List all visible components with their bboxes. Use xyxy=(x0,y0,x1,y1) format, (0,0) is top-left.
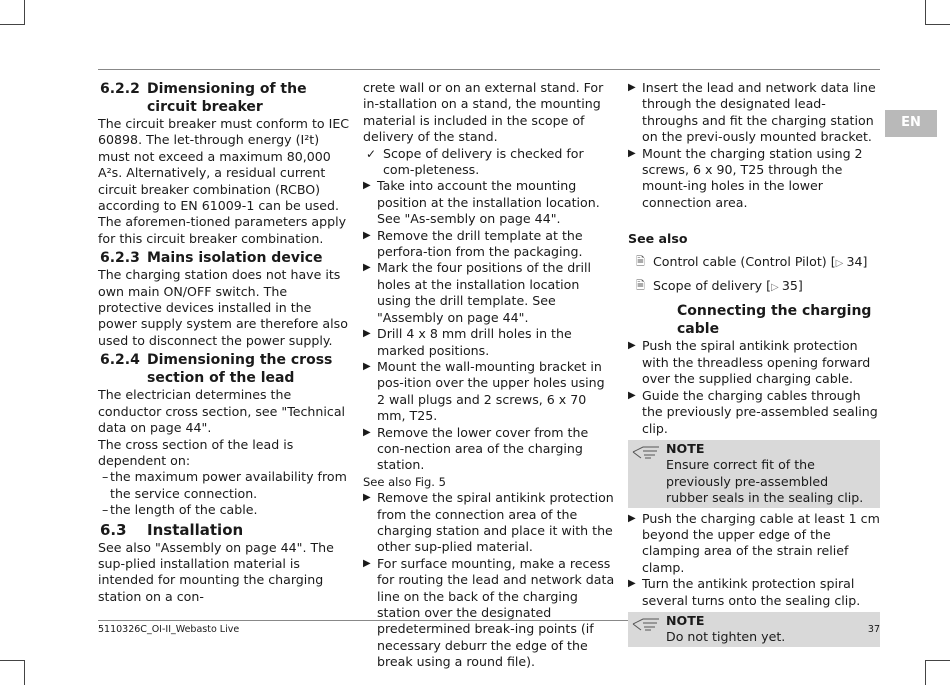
list-item xyxy=(628,388,880,437)
list-item-text: the maximum power availability from the service connection. xyxy=(110,469,347,501)
triangle-bullet-icon: ▶ xyxy=(363,229,371,241)
paragraph: The cross section of the lead is dependent on: xyxy=(98,436,294,468)
column-left xyxy=(98,80,353,605)
list-item xyxy=(628,576,880,609)
checkmark-icon: ✓ xyxy=(366,146,377,161)
column-middle xyxy=(363,80,615,671)
note-box xyxy=(628,440,880,508)
check-item xyxy=(363,146,615,179)
triangle-bullet-icon: ▶ xyxy=(628,512,636,524)
link-page: 34] xyxy=(846,253,868,269)
section-title: Installation xyxy=(147,520,244,539)
list-item-text: Remove the drill template at the perfora-tion from the packaging. xyxy=(377,227,583,260)
triangle-bullet-icon: ▶ xyxy=(363,426,371,438)
list-item xyxy=(363,228,615,261)
dash-marker: – xyxy=(102,469,109,485)
list-item-text: the length of the cable. xyxy=(110,502,258,518)
list-item-text: Insert the lead and network data line through the designated lead-throughs and fit the charging station on the previ-ously mounted bracket. xyxy=(642,80,876,145)
see-also-link-control-cable[interactable] xyxy=(628,254,880,272)
list-item-text: Remove the spiral antikink protection from the connection area of the charging station and place it with the other sup-plied material. xyxy=(377,490,614,555)
crop-mark-bottom-right xyxy=(925,660,950,685)
triangle-bullet-icon: ▶ xyxy=(628,340,636,352)
footer-page-number: 37 xyxy=(867,624,880,635)
section-number: 6.3 xyxy=(100,520,127,539)
list-item xyxy=(363,556,615,671)
link-text: Scope of delivery [ xyxy=(653,278,771,294)
list-item xyxy=(98,469,353,502)
list-item-text: Mount the charging station using 2 screws, 6 x 90, T25 through the mount-ing holes in the lower connection area. xyxy=(642,145,863,210)
heading-6-2-2 xyxy=(98,80,353,116)
link-text: Control cable (Control Pilot) [ xyxy=(653,253,836,269)
list-item xyxy=(363,490,615,556)
page-ref-arrow-icon: ▷ xyxy=(771,282,782,294)
see-also-figure: See also Fig. 5 xyxy=(363,474,446,489)
paragraph: The electrician determines the conductor cross section, see "Technical data on page 44". xyxy=(98,387,346,436)
list-item xyxy=(628,338,880,387)
note-text: Do not tighten yet. xyxy=(666,629,786,645)
triangle-bullet-icon: ▶ xyxy=(628,389,636,401)
list-item-text: Scope of delivery is checked for com-pleteness. xyxy=(383,145,584,178)
note-text: Ensure correct fit of the previously pre-assembled rubber seals in the sealing clip. xyxy=(666,457,864,506)
section-title: Dimensioning of the circuit breaker xyxy=(147,81,307,115)
list-item-text: Mark the four positions of the drill holes at the installation location using the drill template. See "Assembly on page 44". xyxy=(377,260,591,325)
list-item-text: Remove the lower cover from the con-nection area of the charging station. xyxy=(377,424,589,473)
see-also-link-scope-of-delivery[interactable] xyxy=(628,278,880,296)
list-item-text: Mount the wall-mounting bracket in pos-ition over the upper holes using 2 wall plugs and 2 screws, 6 x 70 mm, T25. xyxy=(377,358,605,424)
list-item-text: For surface mounting, make a recess for routing the lead and network data line on the back of the charging station over the designated predetermined break-ing points (if necessary deburr the edge of the break using a round file). xyxy=(377,555,615,670)
list-item xyxy=(363,425,615,474)
section-number: 6.2.3 xyxy=(100,250,140,267)
paragraph: See also "Assembly on page 44". The sup-plied installation material is intended for mounting the charging station on a con- xyxy=(98,539,334,604)
list-item-text: Guide the charging cables through the previously pre-assembled sealing clip. xyxy=(642,387,878,436)
crop-mark-bottom-left xyxy=(0,660,25,685)
page-ref-arrow-icon: ▷ xyxy=(835,257,847,269)
list-item xyxy=(628,80,880,146)
dash-marker: – xyxy=(102,502,109,518)
section-title: Dimensioning the cross section of the lead xyxy=(147,352,333,387)
list-item xyxy=(98,502,353,518)
list-item-text: Turn the antikink protection spiral several turns onto the sealing clip. xyxy=(642,576,861,608)
triangle-bullet-icon: ▶ xyxy=(363,328,371,340)
paragraph: The circuit breaker must conform to IEC 60898. The let-through energy (I²t) must not exceed a maximum 80,000 A²s. Alternatively, a residual current circuit breaker combination (RCBO) according to EN 61009-1 can be used. The aforemen-tioned parameters apply for this circuit breaker combination. xyxy=(98,116,350,246)
triangle-bullet-icon: ▶ xyxy=(628,147,636,159)
paragraph: crete wall or on an external stand. For in-stallation on a stand, the mounting material is included in the scope of delivery of the stand. xyxy=(363,80,604,145)
crop-mark-top-right xyxy=(925,0,950,25)
section-number: 6.2.2 xyxy=(100,81,140,97)
triangle-bullet-icon: ▶ xyxy=(363,360,371,372)
document-icon: 🗎 xyxy=(636,254,645,268)
document-icon: 🗎 xyxy=(636,279,645,293)
pointing-hand-icon xyxy=(628,441,666,463)
list-item xyxy=(628,511,880,577)
list-item xyxy=(363,359,615,425)
note-title: NOTE xyxy=(666,612,705,628)
list-item-text: Push the charging cable at least 1 cm beyond the upper edge of the clamping area of the strain relief clamp. xyxy=(642,510,880,575)
heading-6-2-4 xyxy=(98,351,353,387)
link-page: 35] xyxy=(781,278,803,294)
list-item-text: Take into account the mounting position at the installation location. See "As-sembly on page 44". xyxy=(377,178,600,227)
list-item xyxy=(363,326,615,359)
header-rule xyxy=(98,69,880,70)
section-number: 6.2.4 xyxy=(100,352,140,369)
subheading-connecting-charging-cable: Connecting the charging cable xyxy=(677,303,872,338)
list-item-text: Push the spiral antikink protection with the threadless opening forward over the supplied charging cable. xyxy=(642,338,871,387)
triangle-bullet-icon: ▶ xyxy=(363,262,371,274)
heading-6-2-3 xyxy=(98,249,353,267)
list-item xyxy=(628,146,880,212)
paragraph: The charging station does not have its own main ON/OFF switch. The protective devices installed in the power supply system are therefore also used to disconnect the power supply. xyxy=(98,267,348,348)
list-item xyxy=(363,260,615,326)
triangle-bullet-icon: ▶ xyxy=(363,180,371,192)
heading-6-3 xyxy=(98,521,353,540)
triangle-bullet-icon: ▶ xyxy=(628,578,636,590)
crop-mark-top-left xyxy=(0,0,25,25)
triangle-bullet-icon: ▶ xyxy=(628,82,636,93)
column-right xyxy=(628,80,880,650)
see-also-heading: See also xyxy=(628,231,688,247)
triangle-bullet-icon: ▶ xyxy=(363,557,371,569)
pointing-hand-icon xyxy=(628,613,666,635)
list-item-text: Drill 4 x 8 mm drill holes in the marked positions. xyxy=(377,326,572,358)
language-tab: EN xyxy=(885,110,937,137)
note-title: NOTE xyxy=(666,440,705,456)
triangle-bullet-icon: ▶ xyxy=(363,492,371,504)
note-box xyxy=(628,612,880,647)
list-item xyxy=(363,178,615,227)
section-title: Mains isolation device xyxy=(147,250,323,267)
footer-document-id: 5110326C_OI-II_Webasto Live xyxy=(98,624,240,635)
